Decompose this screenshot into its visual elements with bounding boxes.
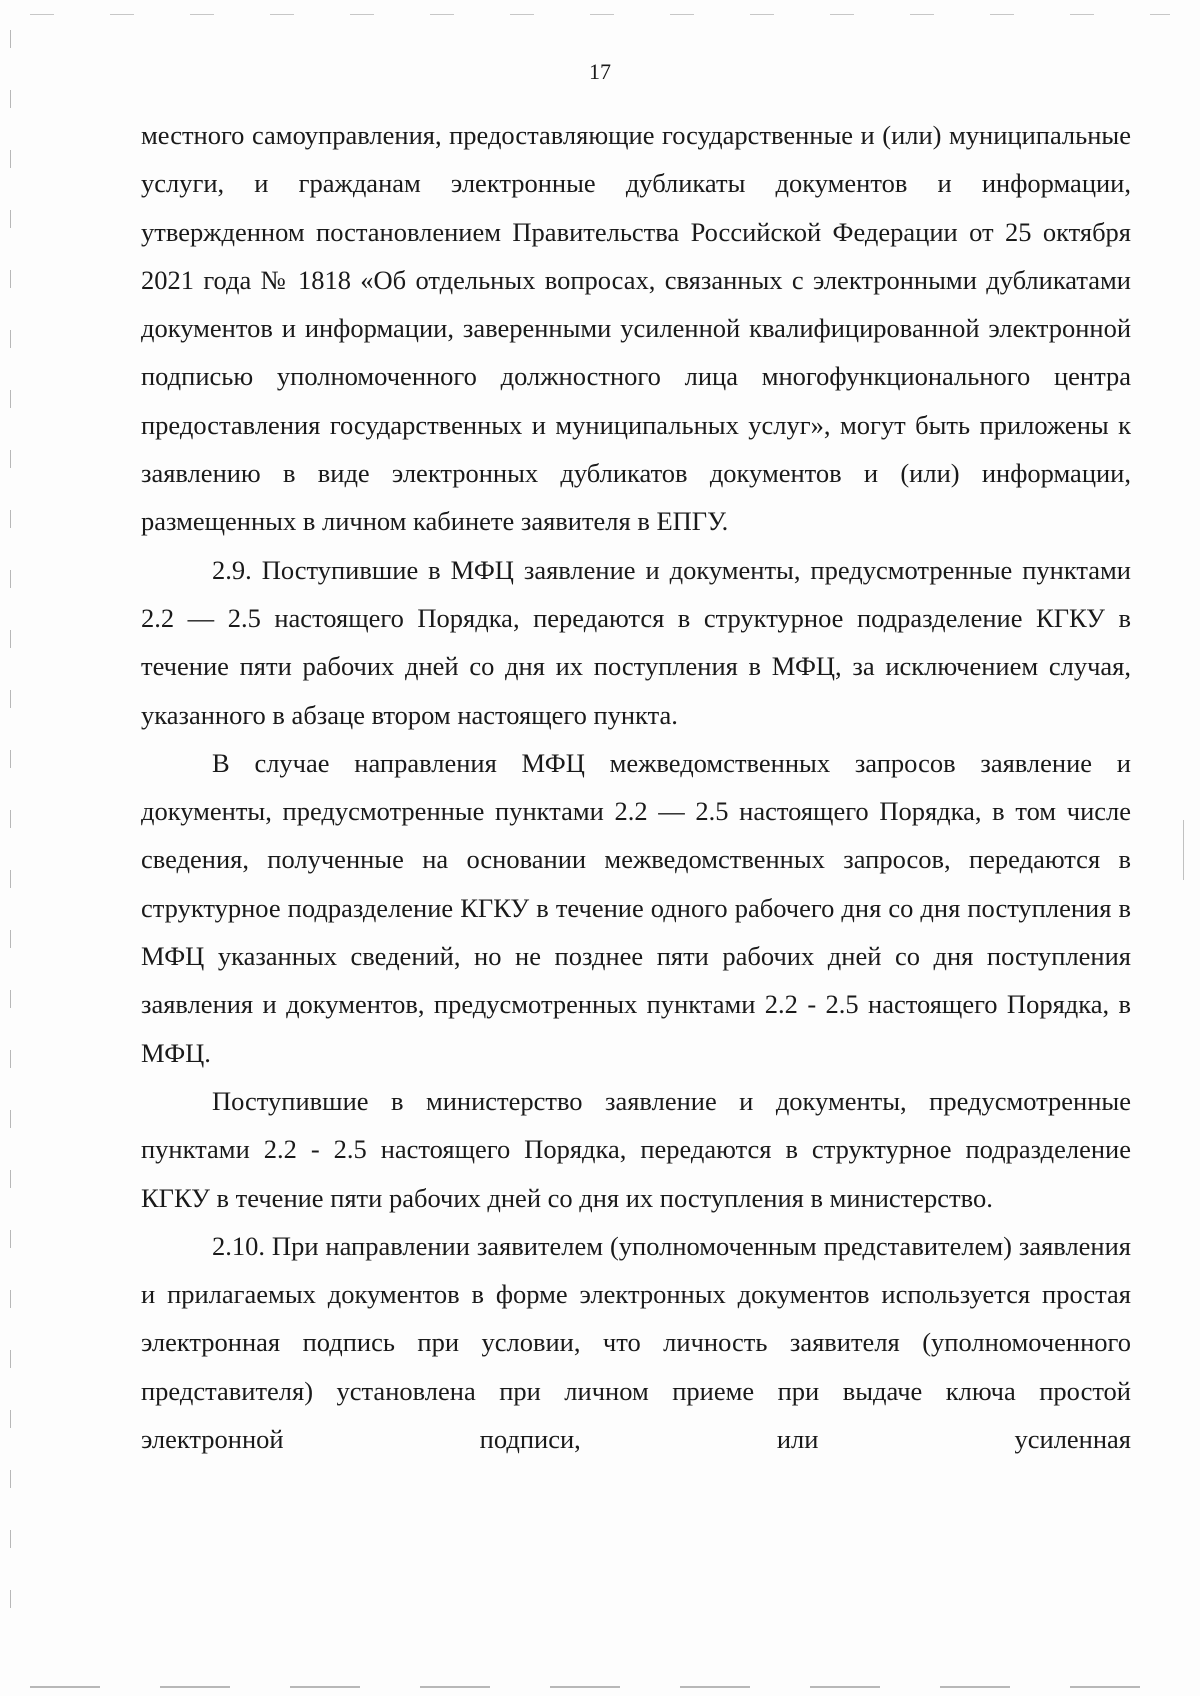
paragraph-2-9: 2.9. Поступившие в МФЦ заявление и документы, предусмотренные пунктами 2.2 — 2.5 настоящего Порядка, передаются в структурное подразделение КГКУ в течение пяти рабочих дней со дня их поступления в МФЦ, за исключением случая, указанного в абзаце втором настоящего пункта. [141, 554, 1131, 730]
paragraph-continuation: местного самоуправления, предоставляющие государственные и (или) муниципальные услуги, и гражданам электронные дубликаты документов и информации, утвержденном постановлением Правительства Российской Федерации от 25 октября 2021 года № 1818 «Об отдельных вопросах, связанных с электронными дубликатами документов и информации, заверенными усиленной квалифицированной электронной подписью уполномоченного должностного лица многофункционального центра предоставления государственных и муниципальных услуг», могут быть приложены к заявлению в виде электронных дубликатов документов и (или) информации, размещенных в личном кабинете заявителя в ЕПГУ. [141, 120, 1131, 537]
scan-artifact-bottom [30, 1686, 1170, 1688]
scan-artifact-top [30, 14, 1170, 15]
paragraph-mfc-requests: В случае направления МФЦ межведомственных запросов заявление и документы, предусмотренные пунктами 2.2 — 2.5 настоящего Порядка, в том числе сведения, полученные на основании межведомственных запросов, передаются в структурное подразделение КГКУ в течение одного рабочего дня со дня поступления в МФЦ указанных сведений, но не позднее пяти рабочих дней со дня поступления заявления и документов, предусмотренных пунктами 2.2 - 2.5 настоящего Порядка, в МФЦ. [141, 747, 1131, 1068]
document-body [141, 111, 1131, 1463]
page-number: 17 [589, 59, 611, 84]
paragraph-ministry: Поступившие в министерство заявление и документы, предусмотренные пунктами 2.2 - 2.5 настоящего Порядка, передаются в структурное подразделение КГКУ в течение пяти рабочих дней со дня их поступления в министерство. [141, 1085, 1131, 1213]
paragraph-2-10: 2.10. При направлении заявителем (уполномоченным представителем) заявления и прилагаемых документов в форме электронных документов используется простая электронная подпись при условии, что личность заявителя (уполномоченного представителя) установлена при личном приеме при выдаче ключа простой электронной подписи, или усиленная [141, 1230, 1131, 1455]
scan-artifact-right [1183, 820, 1184, 880]
scan-artifact-left [10, 30, 11, 1650]
